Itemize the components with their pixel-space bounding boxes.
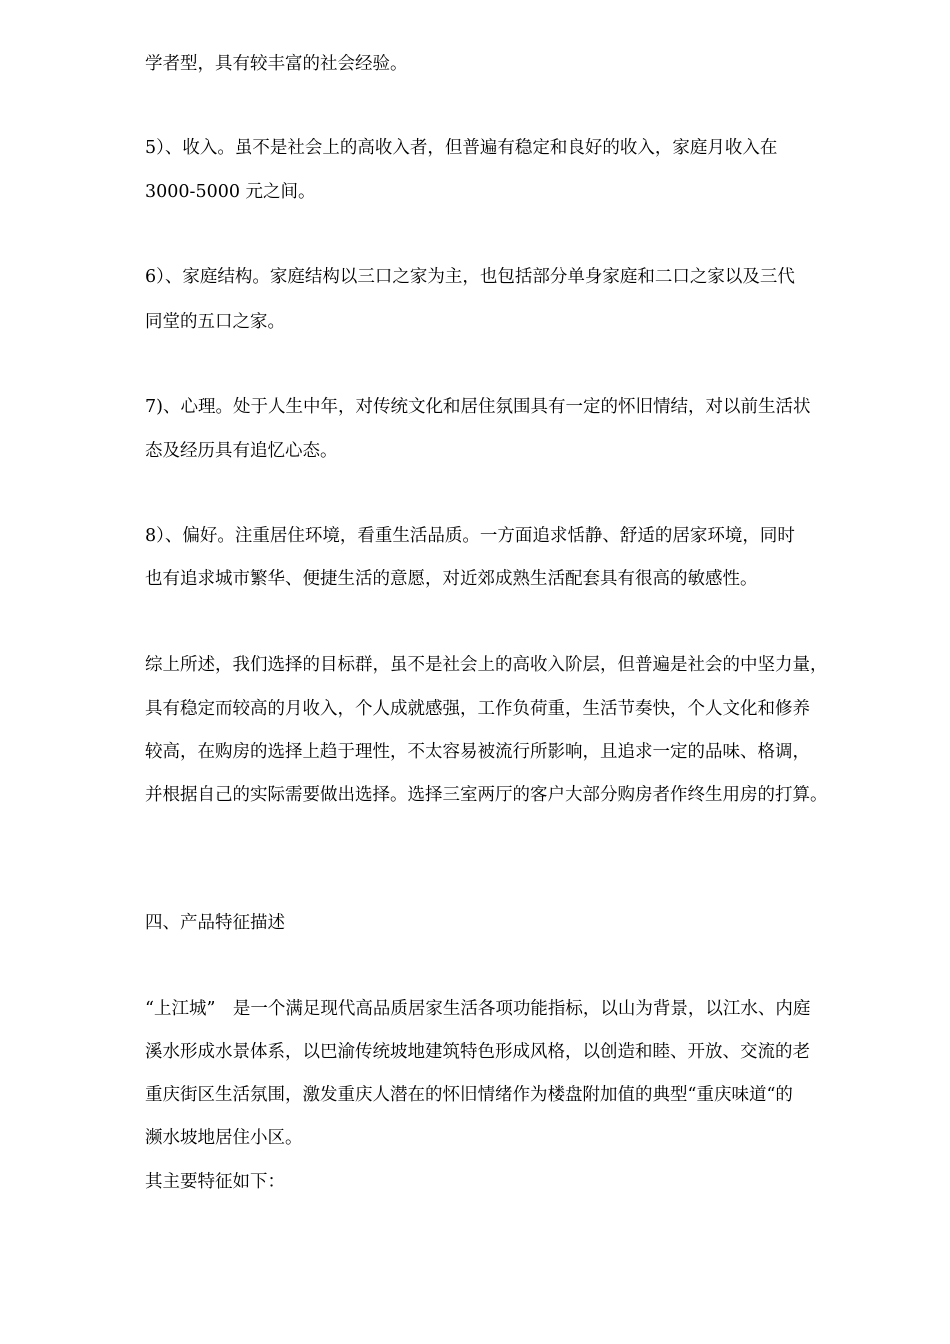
text-line: 8）、偏好。注重居住环境，看重生活品质。一方面追求恬静、舒适的居家环境，同时 <box>145 526 795 546</box>
text-line: 较高，在购房的选择上趋于理性，不太容易被流行所影响，且追求一定的品味、格调， <box>145 742 810 762</box>
text-line: 溪水形成水景体系，以巴渝传统坡地建筑特色形成风格，以创造和睦、开放、交流的老 <box>145 1042 810 1062</box>
text-line: 具有稳定而较高的月收入，个人成就感强，工作负荷重，生活节奏快，个人文化和修养 <box>145 699 810 719</box>
text-line: 3000-5000 元之间。 <box>145 182 316 202</box>
text-line: 也有追求城市繁华、便捷生活的意愿，对近郊成熟生活配套具有很高的敏感性。 <box>145 569 758 589</box>
section-heading: 四、产品特征描述 <box>145 913 285 933</box>
text-line: 综上所述，我们选择的目标群，虽不是社会上的高收入阶层，但普遍是社会的中坚力量， <box>145 655 828 675</box>
text-line: 7)、心理。处于人生中年，对传统文化和居住氛围具有一定的怀旧情结，对以前生活状 <box>145 397 811 417</box>
text-line: 5）、收入。虽不是社会上的高收入者，但普遍有稳定和良好的收入，家庭月收入在 <box>145 138 778 158</box>
text-line: 并根据自己的实际需要做出选择。选择三室两厅的客户大部分购房者作终生用房的打算。 <box>145 785 828 805</box>
text-line: 学者型，具有较丰富的社会经验。 <box>145 54 408 74</box>
text-line: 态及经历具有追忆心态。 <box>145 441 338 461</box>
text-line: 同堂的五口之家。 <box>145 312 285 332</box>
text-line: “上江城” 是一个满足现代高品质居家生活各项功能指标，以山为背景，以江水、内庭 <box>145 999 811 1019</box>
text-line: 其主要特征如下： <box>145 1172 285 1192</box>
text-line: 6）、家庭结构。家庭结构以三口之家为主，也包括部分单身家庭和二口之家以及三代 <box>145 267 795 287</box>
text-line: 濒水坡地居住小区。 <box>145 1128 303 1148</box>
text-line: 重庆街区生活氛围，激发重庆人潜在的怀旧情绪作为楼盘附加值的典型“重庆味道“的 <box>145 1085 793 1105</box>
